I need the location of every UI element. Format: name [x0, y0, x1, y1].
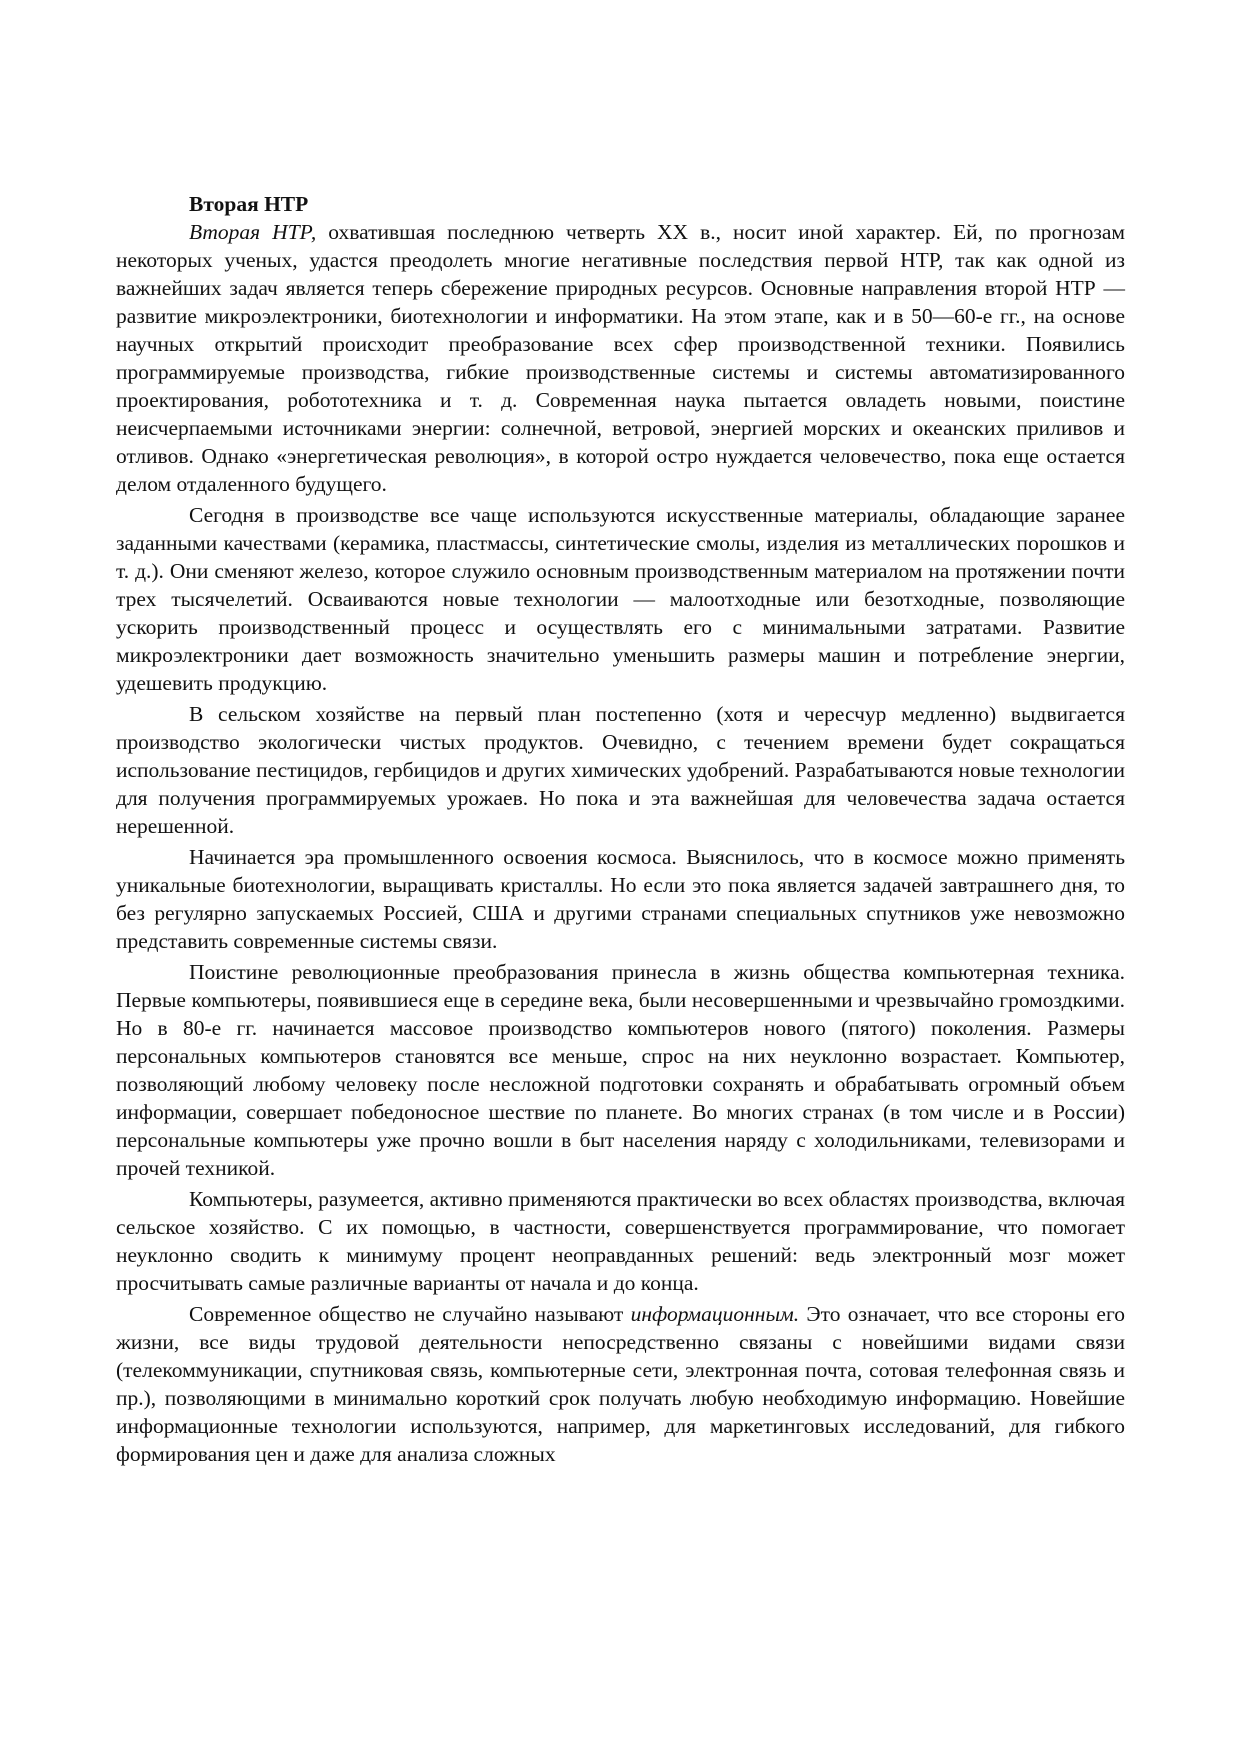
- paragraph-1: [116, 218, 1125, 498]
- paragraph-7-text-start: Современное общество не случайно называют: [189, 1302, 631, 1326]
- paragraph-3: В сельском хозяйстве на первый план постепенно (хотя и чересчур медленно) выдвигается производство экологически чистых продуктов. Очевидно, с течением времени будет сокращаться использование пестицидов, гербицидов и других химических удобрений. Разрабатываются новые технологии для получения программируемых урожаев. Но пока и эта важнейшая для человечества задача остается нерешенной.: [116, 702, 1125, 838]
- paragraph-2: Сегодня в производстве все чаще используются искусственные материалы, обладающие заранее заданными качествами (керамика, пластмассы, синтетические смолы, изделия из металлических порошков и т. д.). Они сменяют железо, которое служило основным производственным материалом на протяжении почти трех тысячелетий. Осваиваются новые технологии — малоотходные или безотходные, позволяющие ускорить производственный процесс и осуществлять его с минимальными затратами. Развитие микроэлектроники дает возможность значительно уменьшить размеры машин и потребление энергии, удешевить продукцию.: [116, 503, 1125, 695]
- section-heading: Вторая НТР: [189, 192, 309, 216]
- paragraph-1-text: охватившая последнюю четверть XX в., носит иной характер. Ей, по прогнозам некоторых ученых, удастся преодолеть многие негативные последствия первой НТР, так как одной из важнейших задач является теперь сбережение природных ресурсов. Основные направления второй НТР — развитие микроэлектроники, биотехнологии и информатики. На этом этапе, как и в 50—60-е гг., на основе научных открытий происходит преобразование всех сфер производственной техники. Появились программируемые производства, гибкие производственные системы и системы автоматизированного проектирования, робототехника и т. д. Современная наука пытается овладеть новыми, поистине неисчерпаемыми источниками энергии: солнечной, ветровой, энергией морских и океанских приливов и отливов. Однако «энергетическая революция», в которой остро нуждается человечество, пока еще остается делом отдаленного будущего.: [116, 220, 1125, 496]
- paragraph-5: Поистине революционные преобразования принесла в жизнь общества компьютерная техника. Первые компьютеры, появившиеся еще в середине века, были несовершенными и чрезвычайно громоздкими. Но в 80-е гг. начинается массовое производство компьютеров нового (пятого) поколения. Размеры персональных компьютеров становятся все меньше, спрос на них неуклонно возрастает. Компьютер, позволяющий любому человеку после несложной подготовки сохранять и обрабатывать огромный объем информации, совершает победоносное шествие по планете. Во многих странах (в том числе и в России) персональные компьютеры уже прочно вошли в быт населения наряду с холодильниками, телевизорами и прочей техникой.: [116, 960, 1125, 1180]
- paragraph-1-lead: Вторая НТР,: [189, 220, 317, 244]
- document-page: [116, 190, 1125, 1471]
- paragraph-7: [116, 1300, 1125, 1468]
- paragraph-7-text-end: Это означает, что все стороны его жизни, все виды трудовой деятельности непосредственно связаны с новейшими видами связи (телекоммуникации, спутниковая связь, компьютерные сети, электронная почта, сотовая телефонная связь и пр.), позволяющими в минимально короткий срок получать любую необходимую информацию. Новейшие информационные технологии используются, например, для маркетинговых исследований, для гибкого формирования цен и даже для анализа сложных: [116, 1302, 1125, 1466]
- paragraph-4: Начинается эра промышленного освоения космоса. Выяснилось, что в космосе можно применять уникальные биотехнологии, выращивать кристаллы. Но если это пока является задачей завтрашнего дня, то без регулярно запускаемых Россией, США и другими странами специальных спутников уже невозможно представить современные системы связи.: [116, 845, 1125, 953]
- paragraph-7-italic-term: информационным.: [630, 1302, 800, 1326]
- paragraph-6: Компьютеры, разумеется, активно применяются практически во всех областях производства, включая сельское хозяйство. С их помощью, в частности, совершенствуется программирование, что помогает неуклонно сводить к минимуму процент неоправданных решений: ведь электронный мозг может просчитывать самые различные варианты от начала и до конца.: [116, 1187, 1125, 1295]
